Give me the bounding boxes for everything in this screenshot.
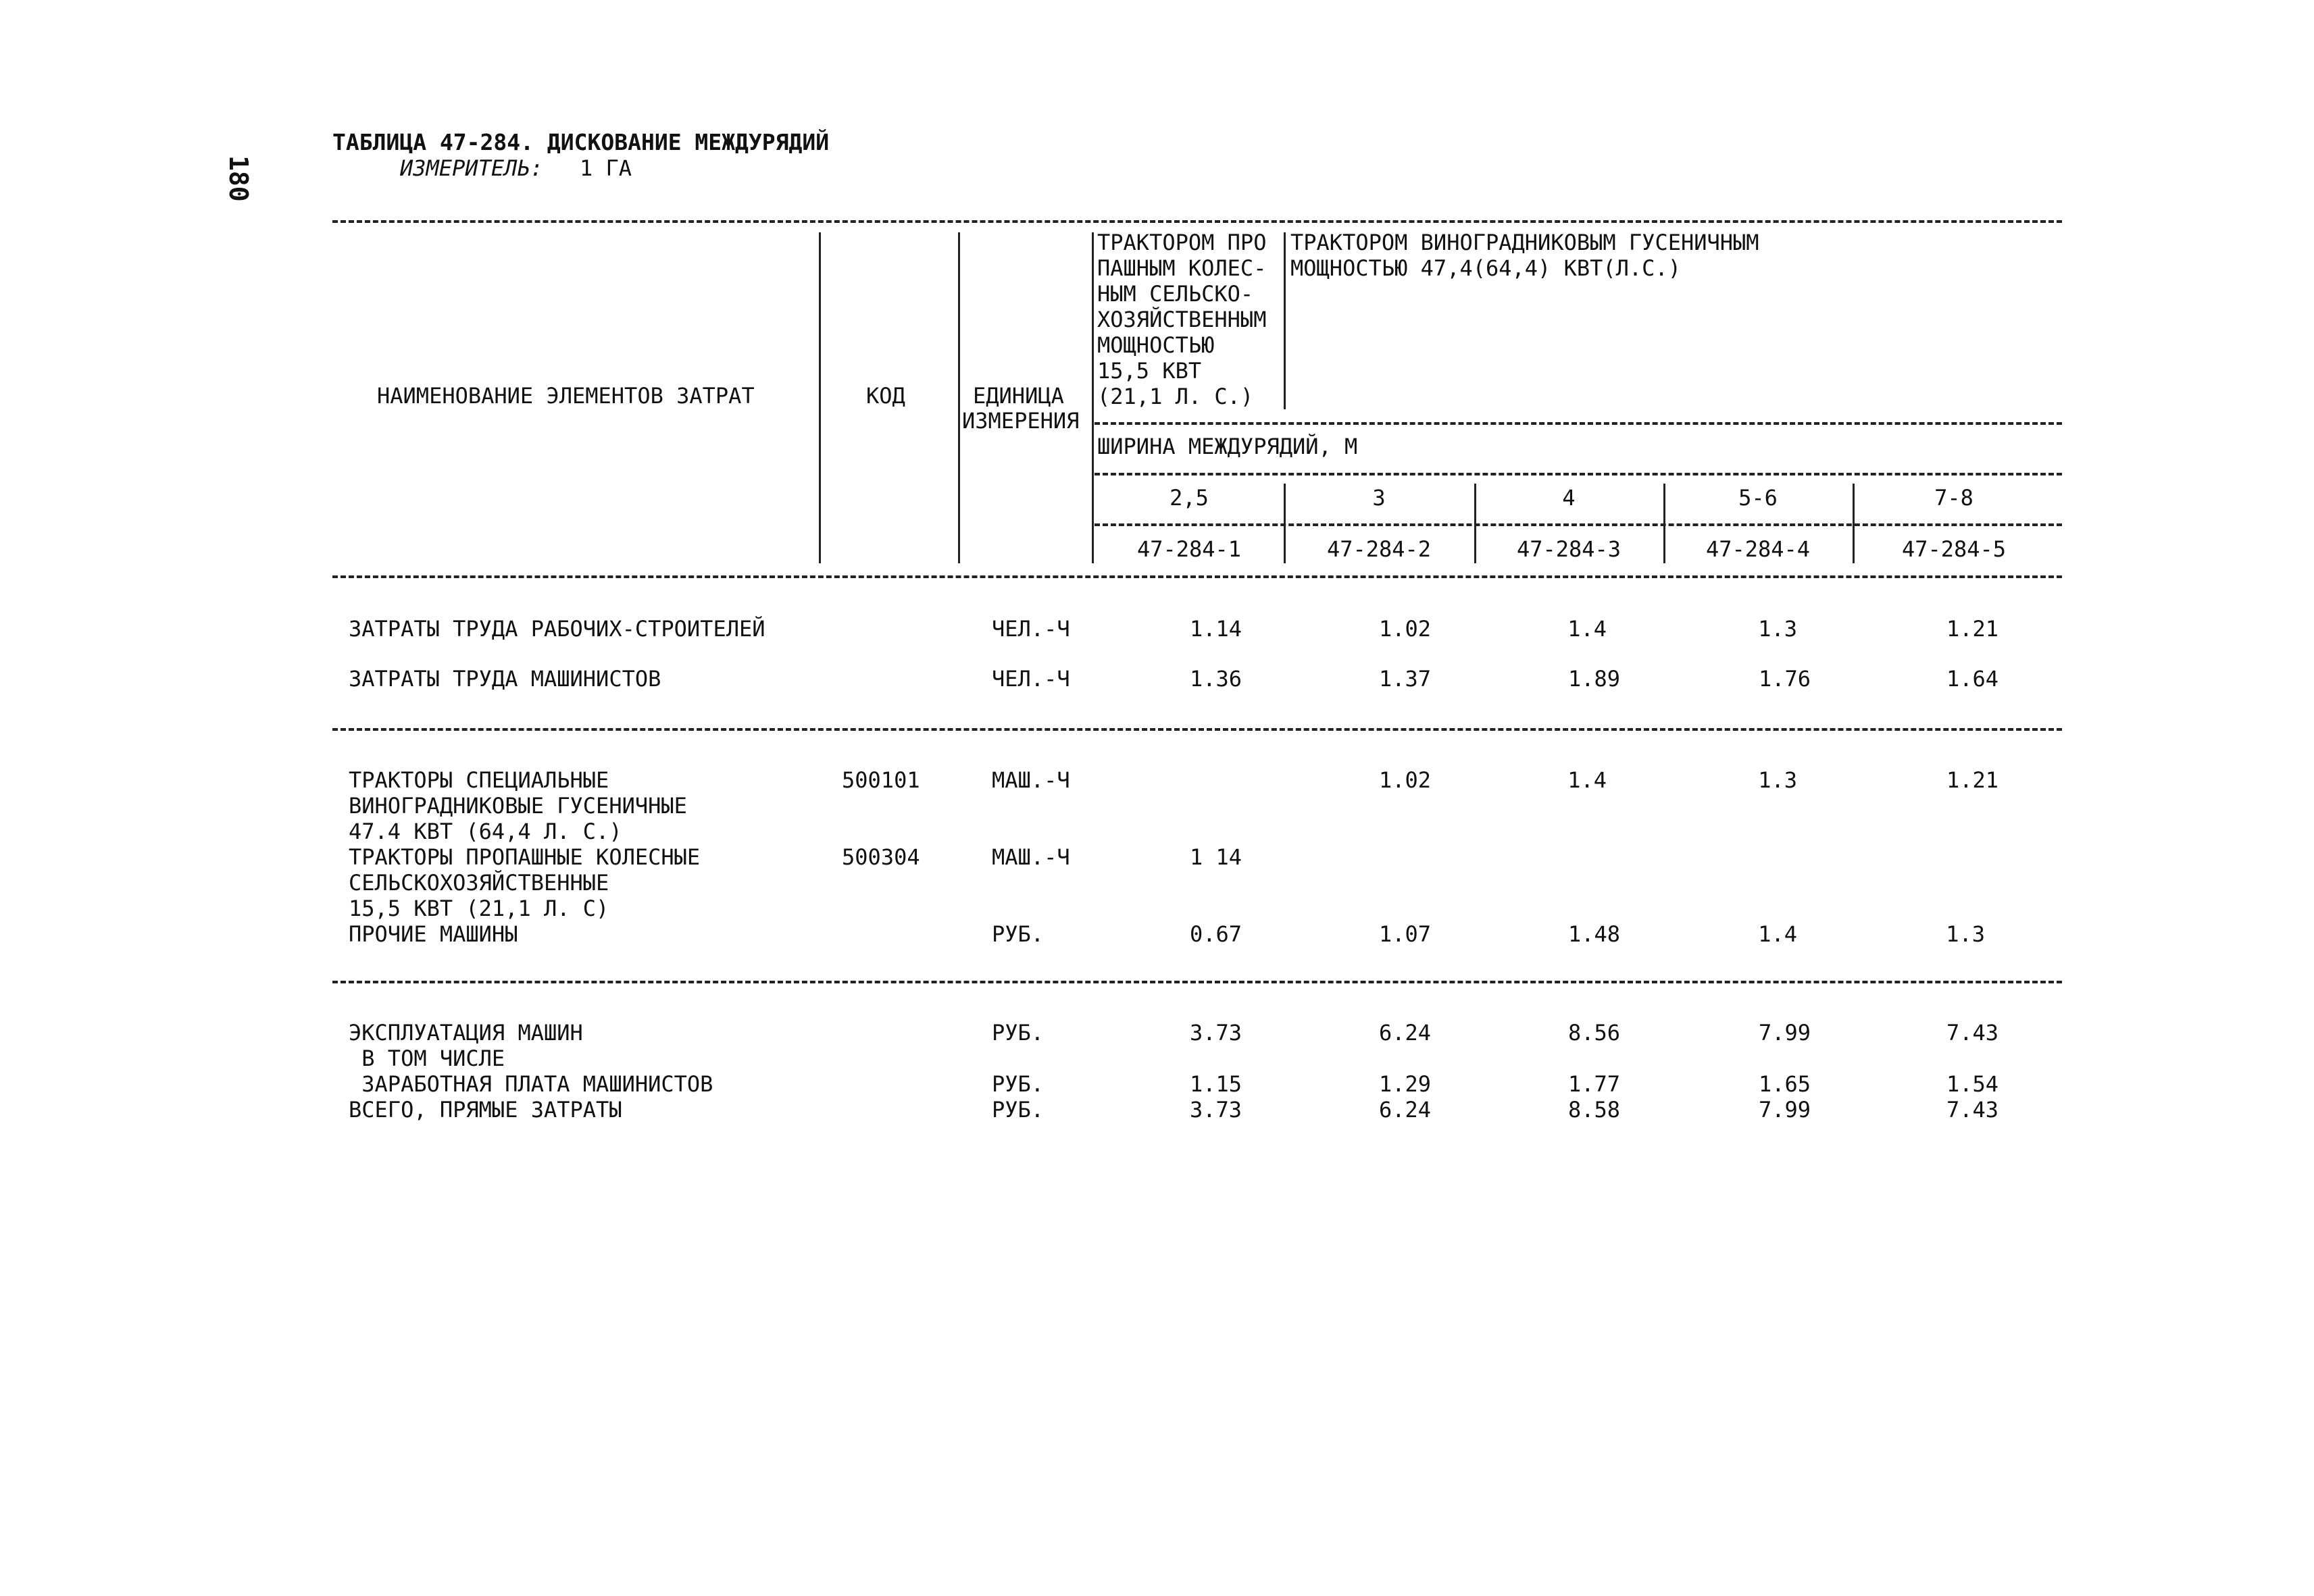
row-value-5: 1.21 [1946, 616, 1998, 642]
header-width-1: 2,5 [1169, 485, 1209, 511]
row-value-2: 1.29 [1378, 1071, 1431, 1097]
row-value-1: 3.73 [1189, 1097, 1242, 1123]
row-value-1: 1.36 [1189, 666, 1242, 692]
row-value-1: 1.14 [1189, 616, 1242, 642]
measure-value: 1 ГА [580, 155, 632, 181]
row-value-4: 1.3 [1758, 767, 1797, 793]
row-unit: ЧЕЛ.-Ч [992, 666, 1070, 692]
row-value-2: 1.07 [1378, 921, 1431, 947]
row-value-1: 1.15 [1189, 1071, 1242, 1097]
row-unit: ЧЕЛ.-Ч [992, 616, 1070, 642]
header-rule-1 [1095, 422, 2062, 425]
row-value-2: 6.24 [1378, 1020, 1431, 1046]
row-value-3: 1.4 [1567, 767, 1607, 793]
row-value-2: 1.37 [1378, 666, 1431, 692]
header-name: НАИМЕНОВАНИЕ ЭЛЕМЕНТОВ ЗАТРАТ [377, 383, 755, 409]
section-rule-1 [332, 728, 2062, 731]
header-wheel-2: ПАШНЫМ КОЛЕС- [1097, 255, 1267, 281]
header-bottom-rule [332, 575, 2062, 578]
row-name: ВСЕГО, ПРЯМЫЕ ЗАТРАТЫ [349, 1097, 622, 1123]
header-wheel-1: ТРАКТОРОМ ПРО [1097, 230, 1267, 255]
header-width-3: 4 [1562, 485, 1576, 511]
row-name: ПРОЧИЕ МАШИНЫ [349, 921, 518, 947]
col-sep-name [819, 232, 821, 563]
row-value-3: 8.58 [1567, 1097, 1620, 1123]
row-code: 500101 [842, 767, 920, 793]
row-name-line-2: ВИНОГРАДНИКОВЫЕ ГУСЕНИЧНЫЕ [349, 793, 687, 819]
header-code-3: 47-284-3 [1516, 536, 1621, 562]
row-name-line-3: 15,5 КВТ (21,1 Л. С) [349, 896, 609, 921]
row-name-line-2: СЕЛЬСКОХОЗЯЙСТВЕННЫЕ [349, 870, 609, 896]
row-name: В ТОМ ЧИСЛЕ [349, 1046, 505, 1071]
header-width-2: 3 [1372, 485, 1386, 511]
header-code-4: 47-284-4 [1705, 536, 1811, 562]
header-code-2: 47-284-2 [1326, 536, 1432, 562]
row-value-3: 1.77 [1567, 1071, 1620, 1097]
row-value-5: 1.3 [1946, 921, 1985, 947]
row-unit: РУБ. [992, 921, 1045, 947]
row-code: 500304 [842, 844, 920, 870]
header-code-5: 47-284-5 [1901, 536, 2007, 562]
row-value-5: 1.64 [1946, 666, 1998, 692]
col-sep-tractors [1284, 232, 1286, 409]
header-rule-2 [1095, 473, 2062, 475]
header-rule-3 [1095, 523, 2062, 526]
row-name-line-3: 47.4 КВТ (64,4 Л. С.) [349, 819, 622, 844]
page-number: 180 [224, 155, 253, 202]
header-wheel-3: НЫМ СЕЛЬСКО- [1097, 281, 1254, 307]
header-width-4: 5-6 [1738, 485, 1778, 511]
header-unit-2: ИЗМЕРЕНИЯ [962, 408, 1080, 434]
row-value-4: 1.65 [1758, 1071, 1811, 1097]
row-value-4: 7.99 [1758, 1020, 1811, 1046]
row-name-line-1: ТРАКТОРЫ ПРОПАШНЫЕ КОЛЕСНЫЕ [349, 844, 701, 870]
col-sep-code [958, 232, 960, 563]
header-unit-1: ЕДИНИЦА [973, 383, 1064, 409]
row-value-5: 1.21 [1946, 767, 1998, 793]
header-track-1: ТРАКТОРОМ ВИНОГРАДНИКОВЫМ ГУСЕНИЧНЫМ [1290, 230, 1759, 255]
measure-label: ИЗМЕРИТЕЛЬ: [400, 155, 543, 181]
row-name-line-1: ТРАКТОРЫ СПЕЦИАЛЬНЫЕ [349, 767, 609, 793]
row-value-5: 7.43 [1946, 1097, 1998, 1123]
row-name: ЗАТРАТЫ ТРУДА МАШИНИСТОВ [349, 666, 661, 692]
row-unit: РУБ. [992, 1020, 1045, 1046]
row-unit: РУБ. [992, 1097, 1045, 1123]
header-wheel-7: (21,1 Л. С.) [1097, 384, 1254, 409]
row-name: ЗАРАБОТНАЯ ПЛАТА МАШИНИСТОВ [349, 1071, 713, 1097]
header-wheel-4: ХОЗЯЙСТВЕННЫМ [1097, 307, 1267, 332]
row-value-1: 0.67 [1189, 921, 1242, 947]
row-name: ЗАТРАТЫ ТРУДА РАБОЧИХ-СТРОИТЕЛЕЙ [349, 616, 765, 642]
table-title: ТАБЛИЦА 47-284. ДИСКОВАНИЕ МЕЖДУРЯДИЙ [332, 129, 830, 155]
header-top-rule [332, 220, 2062, 223]
row-name: ЭКСПЛУАТАЦИЯ МАШИН [349, 1020, 583, 1046]
header-wheel-5: МОЩНОСТЬЮ [1097, 332, 1215, 358]
row-value-5: 7.43 [1946, 1020, 1998, 1046]
row-value-3: 1.48 [1567, 921, 1620, 947]
header-code-1: 47-284-1 [1136, 536, 1242, 562]
row-value-4: 1.3 [1758, 616, 1797, 642]
row-value-4: 7.99 [1758, 1097, 1811, 1123]
row-value-1: 1 14 [1189, 844, 1242, 870]
row-unit: МАШ.-Ч [992, 844, 1070, 870]
row-unit: РУБ. [992, 1071, 1045, 1097]
header-code: КОД [866, 383, 905, 409]
row-value-2: 6.24 [1378, 1097, 1431, 1123]
header-wheel-6: 15,5 КВТ [1097, 358, 1202, 384]
row-value-5: 1.54 [1946, 1071, 1998, 1097]
row-value-2: 1.02 [1378, 767, 1431, 793]
row-value-3: 1.89 [1567, 666, 1620, 692]
header-track-2: МОЩНОСТЬЮ 47,4(64,4) КВТ(Л.С.) [1290, 255, 1681, 281]
row-value-2: 1.02 [1378, 616, 1431, 642]
row-value-4: 1.4 [1758, 921, 1797, 947]
col-sep-unit [1092, 232, 1094, 563]
row-value-3: 8.56 [1567, 1020, 1620, 1046]
row-unit: МАШ.-Ч [992, 767, 1070, 793]
row-value-3: 1.4 [1567, 616, 1607, 642]
row-value-1: 3.73 [1189, 1020, 1242, 1046]
section-rule-2 [332, 981, 2062, 983]
header-row-width: ШИРИНА МЕЖДУРЯДИЙ, М [1097, 434, 1358, 459]
header-width-5: 7-8 [1934, 485, 1973, 511]
row-value-4: 1.76 [1758, 666, 1811, 692]
